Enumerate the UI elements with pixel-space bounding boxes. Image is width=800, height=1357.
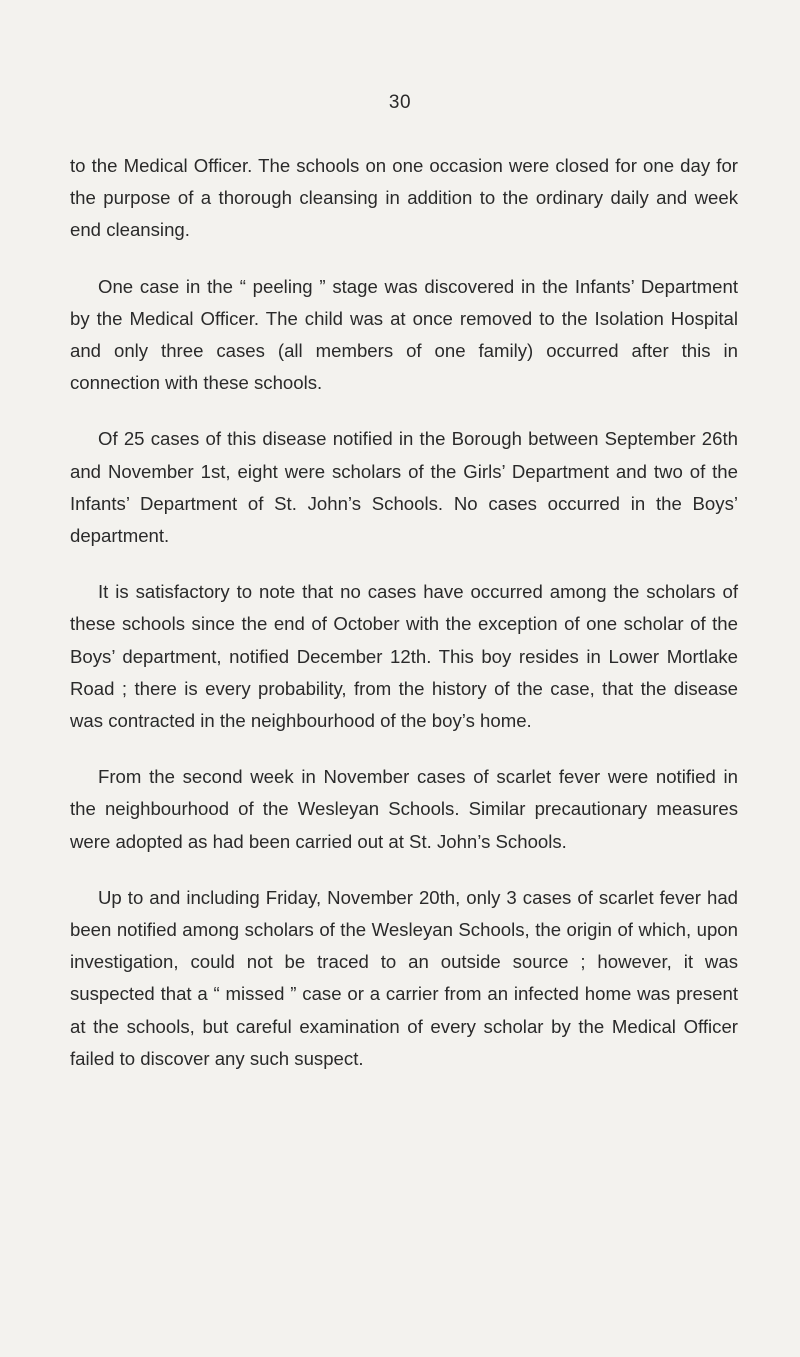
paragraph-no-cases-since-october: It is satisfactory to note that no cases have occurred among the scholars of these schools since the end of October with the exception of one scholar of the Boys’ department, notified December 12th. This boy resides in Lower Mortlake Road ; there is every probability, from the history of the case, that the disease was contracted in the neighbourhood of the boy’s home.: [70, 581, 738, 732]
paragraph-continuation: to the Medical Officer. The schools on one occasion were closed for one day for the purpose of a thorough cleansing in addition to the ordinary daily and week end cleansing.: [70, 155, 738, 241]
paragraph-wesleyan-investigation: Up to and including Friday, November 20th, only 3 cases of scarlet fever had been notified among scholars of the Wesleyan Schools, the origin of which, upon investigation, could not be traced to an outside source ; however, it was suspected that a “ missed ” case or a carrier from an infected home was present at the schools, but careful examination of every scholar by the Medical Officer failed to discover any such suspect.: [70, 886, 738, 1069]
paragraph-peeling-case: One case in the “ peeling ” stage was discovered in the Infants’ Department by the Medical Officer. The child was at once removed to the Isolation Hospital and only three cases (all members of one family) occurred after this in connection with these schools.: [70, 275, 738, 394]
body-text: [70, 150, 738, 1099]
paragraph-wesleyan-notifications: From the second week in November cases of scarlet fever were notified in the neighbourhood of the Wesleyan Schools. Similar precautionary measures were adopted as had been carried out at St. John’s Schools.: [70, 766, 738, 852]
page-number: 30: [388, 92, 412, 113]
paragraph-borough-cases: Of 25 cases of this disease notified in the Borough between September 26th and November 1st, eight were scholars of the Girls’ Department and two of the Infants’ Department of St. John’s Schools. No cases occurred in the Boys’ department.: [70, 428, 738, 547]
